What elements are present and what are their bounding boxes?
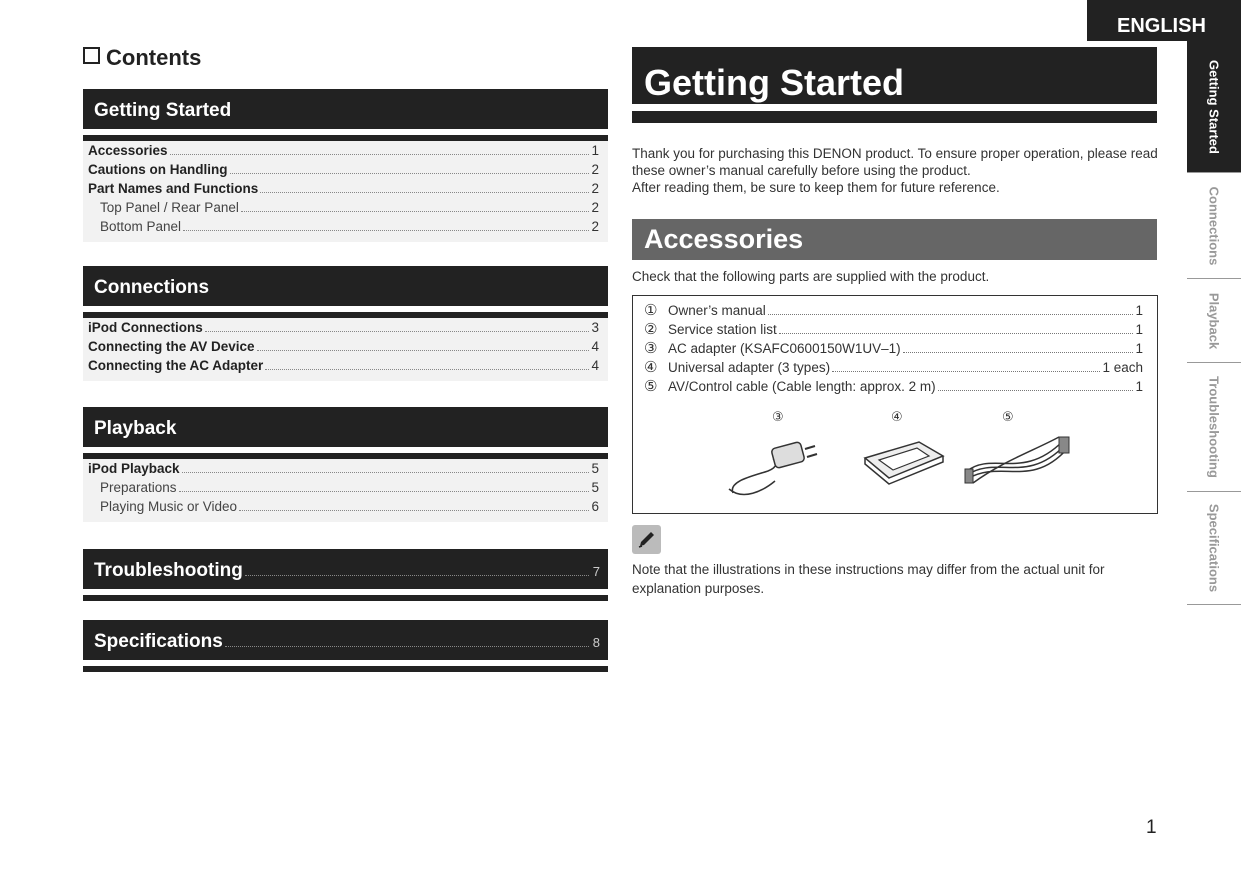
side-navigation <box>1187 41 1241 605</box>
tab-label: Specifications <box>1206 503 1222 593</box>
toc-item-label: Top Panel / Rear Panel <box>100 200 239 215</box>
checkbox-square-icon <box>83 47 100 64</box>
toc-item-page: 1 <box>591 143 599 158</box>
toc-section-connections <box>83 266 608 381</box>
intro-paragraph: After reading them, be sure to keep them for future reference. <box>632 180 1000 195</box>
toc-item-label: Cautions on Handling <box>88 162 228 177</box>
accessory-item <box>644 339 1143 358</box>
illustration-label: ⑤ <box>1002 409 1014 424</box>
toc-item-label: Bottom Panel <box>100 219 182 234</box>
toc-item-label: iPod Connections <box>88 320 203 335</box>
toc-section-specifications <box>83 620 608 672</box>
toc-section-title: Getting Started <box>94 100 232 121</box>
toc-item[interactable] <box>83 320 608 339</box>
toc-item[interactable] <box>83 219 608 238</box>
toc-item[interactable] <box>83 339 608 358</box>
check-text: Check that the following parts are supplied with the product. <box>632 269 990 284</box>
toc-list <box>83 141 608 242</box>
accessory-number: ④ <box>644 359 658 376</box>
accessory-label: Owner’s manual <box>668 303 766 318</box>
accessory-label: AC adapter (KSAFC0600150W1UV–1) <box>668 341 901 356</box>
accessory-qty: 1 each <box>1102 360 1143 375</box>
toc-item[interactable] <box>83 499 608 518</box>
toc-item[interactable] <box>83 200 608 219</box>
universal-adapter-illustration <box>859 436 949 486</box>
toc-item-page: 2 <box>591 200 599 215</box>
accessory-number: ② <box>644 321 658 338</box>
page-title: Getting Started <box>632 47 1157 104</box>
accessory-item <box>644 358 1143 377</box>
toc-section-title: Connections <box>94 277 210 298</box>
accessory-item <box>644 320 1143 339</box>
toc-item-label: iPod Playback <box>88 461 180 476</box>
accessory-qty: 1 <box>1135 322 1143 337</box>
tab-specifications[interactable] <box>1187 492 1241 605</box>
toc-item[interactable] <box>83 162 608 181</box>
toc-section-title: Playback <box>94 418 177 439</box>
toc-section-title: Specifications <box>94 631 223 652</box>
toc-list <box>83 459 608 522</box>
accessory-list <box>644 301 1143 396</box>
toc-section-header[interactable] <box>83 620 608 660</box>
toc-item-page: 2 <box>591 181 599 196</box>
accessory-label: Service station list <box>668 322 777 337</box>
toc-section-header[interactable] <box>83 89 608 129</box>
toc-item[interactable] <box>83 480 608 499</box>
toc-item[interactable] <box>83 461 608 480</box>
accessory-number: ① <box>644 302 658 319</box>
ac-adapter-illustration <box>723 431 833 501</box>
toc-item-label: Connecting the AC Adapter <box>88 358 264 373</box>
toc-item-label: Connecting the AV Device <box>88 339 255 354</box>
toc-item-label: Playing Music or Video <box>100 499 238 514</box>
tab-getting-started[interactable] <box>1187 41 1241 173</box>
accessory-qty: 1 <box>1135 341 1143 356</box>
section-divider <box>83 595 608 601</box>
toc-section-header[interactable] <box>83 549 608 589</box>
toc-item-label: Accessories <box>88 143 168 158</box>
note-text: Note that the illustrations in these instructions may differ from the actual unit for explanation purposes. <box>632 562 1105 596</box>
accessory-qty: 1 <box>1135 303 1143 318</box>
accessories-box <box>632 295 1158 514</box>
section-divider <box>83 666 608 672</box>
pencil-icon <box>632 525 661 554</box>
intro-paragraph: Thank you for purchasing this DENON product. To ensure proper operation, please read these owner’s manual carefully before using the product. <box>632 146 1158 178</box>
accessory-label: AV/Control cable (Cable length: approx. 2 m) <box>668 379 936 394</box>
accessory-number: ⑤ <box>644 378 658 395</box>
tab-label: Connections <box>1206 186 1222 265</box>
tab-connections[interactable] <box>1187 173 1241 279</box>
illustration-label: ④ <box>891 409 903 424</box>
toc-section-header[interactable] <box>83 266 608 306</box>
toc-list <box>83 318 608 381</box>
accessory-number: ③ <box>644 340 658 357</box>
toc-item-page: 6 <box>591 499 599 514</box>
toc-item-label: Part Names and Functions <box>88 181 259 196</box>
language-tab: ENGLISH <box>1087 0 1241 41</box>
accessory-label: Universal adapter (3 types) <box>668 360 831 375</box>
toc-item-page: 2 <box>591 219 599 234</box>
toc-section-page: 8 <box>592 635 600 650</box>
av-cable-illustration <box>963 431 1073 491</box>
toc-item-page: 4 <box>591 358 599 373</box>
toc-section-title: Troubleshooting <box>94 560 243 581</box>
toc-section-header[interactable] <box>83 407 608 447</box>
illustration-label: ③ <box>772 409 784 424</box>
toc-item-page: 2 <box>591 162 599 177</box>
tab-label: Getting Started <box>1206 59 1222 154</box>
tab-label: Troubleshooting <box>1206 376 1222 478</box>
toc-item[interactable] <box>83 143 608 162</box>
toc-section-page: 7 <box>592 564 600 579</box>
intro-text <box>632 145 1162 196</box>
page-number: 1 <box>1146 817 1157 838</box>
accessories-heading: Accessories <box>632 219 1157 260</box>
tab-label: Playback <box>1206 292 1222 349</box>
toc-item-page: 5 <box>591 461 599 476</box>
toc-section-getting-started <box>83 89 608 242</box>
accessory-item <box>644 301 1143 320</box>
toc-item-page: 4 <box>591 339 599 354</box>
title-divider <box>632 111 1157 123</box>
toc-section-troubleshooting <box>83 549 608 601</box>
tab-troubleshooting[interactable] <box>1187 363 1241 492</box>
tab-playback[interactable] <box>1187 279 1241 363</box>
toc-item[interactable] <box>83 358 608 377</box>
toc-item-page: 5 <box>591 480 599 495</box>
toc-item-label: Preparations <box>100 480 177 495</box>
toc-section-playback <box>83 407 608 522</box>
accessory-qty: 1 <box>1135 379 1143 394</box>
contents-title: Contents <box>106 45 202 70</box>
toc-item-page: 3 <box>591 320 599 335</box>
toc-item[interactable] <box>83 181 608 200</box>
contents-heading <box>83 45 201 71</box>
accessory-item <box>644 377 1143 396</box>
